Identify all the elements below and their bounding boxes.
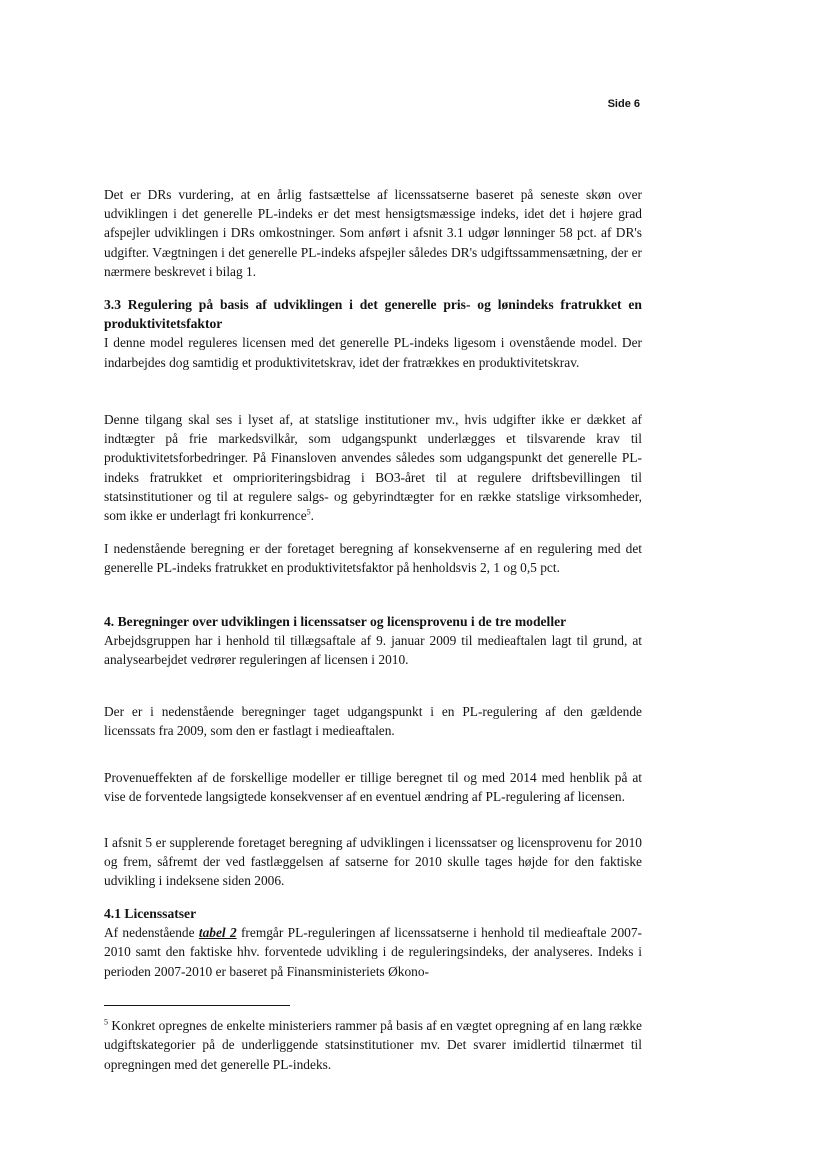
table-2-reference-link[interactable]: tabel 2	[198, 925, 237, 941]
section-3-3-paragraph-2	[104, 410, 642, 525]
intro-paragraph: Det er DRs vurdering, at en årlig fastsættelse af licenssatserne baseret på seneste skøn over udviklingen i det generelle PL-indeks er det mest hensigtsmæssige indeks, idet det i højere grad afspejler udviklingen i DRs omkostninger. Som anført i afsnit 3.1 udgør lønninger 58 pct. af DR's udgifter. Vægtningen i det generelle PL-indeks afspejler således DR's udgiftssammensætning, der er nærmere beskrevet i bilag 1.	[104, 187, 642, 279]
text-before-ref: Af nedenstående	[104, 925, 199, 941]
section-4-1-heading: 4.1 Licenssatser	[104, 906, 197, 921]
section-4-heading: 4. Beregninger over udviklingen i licenssatser og licensprovenu i de tre modeller	[104, 614, 567, 629]
section-4	[104, 612, 642, 670]
footnote-text: Konkret opregnes de enkelte ministeriers rammer på basis af en vægtet opregning af en lang række udgiftskategorier på de underliggende statsinstitutioner mv. Det svarer imidlertid tilnærmet til opregningen med det generelle PL-indeks.	[104, 1018, 642, 1072]
section-4-paragraph-3: Provenueffekten af de forskellige modeller er tillige beregnet til og med 2014 med henblik på at vise de forventede langsigtede konsekvenser af en eventuel ændring af PL-regulering af licensen.	[104, 770, 642, 805]
footnote	[104, 1016, 642, 1074]
section-4-1-paragraph	[104, 923, 642, 981]
text-after-ref: fremgår PL-reguleringen af licenssatserne i henhold til medieaftale 2007-2010 samt den faktiske hhv. forventede udvikling i de reguleringsindeks, der analyseres. Indeks i perioden 2007-2010 er baseret på Finansministeriets Økono-	[104, 925, 642, 979]
section-4-paragraph-4: I afsnit 5 er supplerende foretaget beregning af udviklingen i licenssatser og licensprovenu for 2010 og frem, såfremt der ved fastlæggelsen af satserne for 2010 skulle tages højde for den faktiske udvikling i indeksene siden 2006.	[104, 835, 642, 889]
section-4-paragraph-2: Der er i nedenstående beregninger taget udgangspunkt i en PL-regulering af den gældende licenssats fra 2009, som den er fastlagt i medieaftalen.	[104, 704, 642, 739]
footnote-divider	[104, 1005, 290, 1006]
section-3-3-paragraph-1: I denne model reguleres licensen med det generelle PL-indeks ligesom i ovenstående model. Der indarbejdes dog samtidig et produktivitetskrav, idet der fratrækkes en produktivitetskrav.	[104, 335, 642, 370]
footnote-reference: 5	[306, 507, 311, 517]
section-4-1	[104, 904, 642, 981]
page-number: Side 6	[607, 98, 640, 110]
section-3-3-heading: 3.3 Regulering på basis af udviklingen i det generelle pris- og lønindeks fratrukket en produktivitetsfaktor	[104, 297, 642, 332]
section-4-paragraph-1: Arbejdsgruppen har i henhold til tillægsaftale af 9. januar 2009 til medieaftalen lagt til grund, at analysearbejdet vedrører reguleringen af licensen i 2010.	[104, 633, 642, 668]
paragraph-2-end: .	[310, 508, 315, 524]
paragraph-2-text: Denne tilgang skal ses i lyset af, at statslige institutioner mv., hvis udgifter ikke er dækket af indtægter på frie markedsvilkår, som udgangspunkt underlægges et tilsvarende krav til produktivitetsforbedringer. På Finansloven anvendes således som udgangspunkt det generelle PL-indeks fratrukket et omprioriteringsbidrag i BO3-året til at regulere driftsbevillingen til statsinstitutioner og til at regulere salgs- og gebyrindtægter for en række statslige virksomheder, som ikke er underlagt fri konkurrence	[104, 412, 642, 524]
section-3-3-paragraph-3: I nedenstående beregning er der foretaget beregning af konsekvenserne af en regulering med det generelle PL-indeks fratrukket en produktivitetsfaktor på henholdsvis 2, 1 og 0,5 pct.	[104, 541, 642, 576]
section-3-3	[104, 295, 642, 372]
footnote-mark: 5	[104, 1017, 108, 1027]
